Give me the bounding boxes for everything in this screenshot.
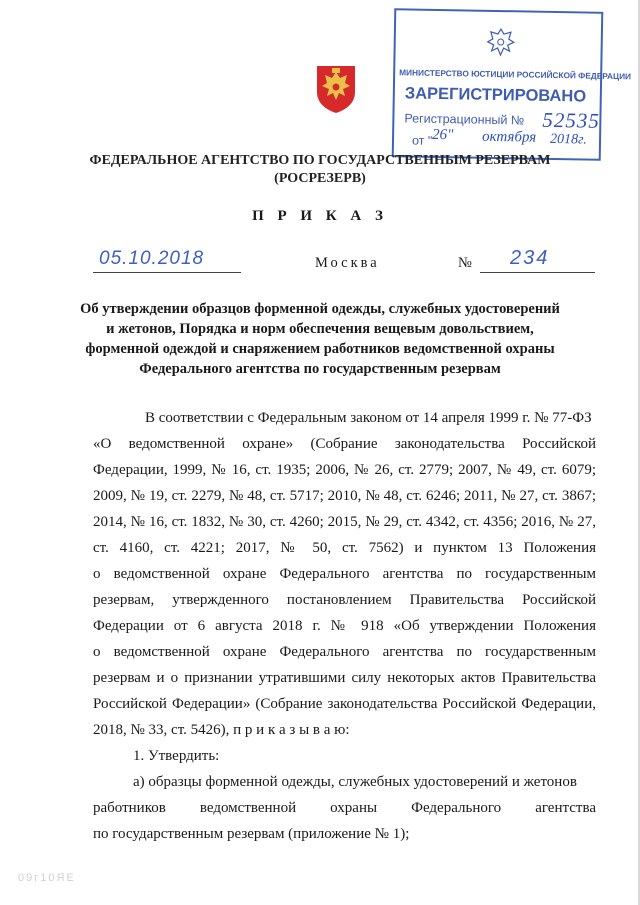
registration-stamp [392,8,632,161]
stamp-eagle-icon [484,26,517,59]
body-line: «О ведомственной охране» (Собрание законодательства Российской [93,436,596,452]
stamp-date-year: 2018г. [549,131,587,148]
body-line: по государственным резервам (приложение № 1); [93,826,410,842]
scan-faint-mark: 09г10ЯЕ [18,872,76,884]
body-line: о ведомственной охране Федерального агентства по государственным [93,644,596,660]
body-line: работников ведомственной охраны Федерального агентства [93,800,596,816]
order-date-field [93,250,241,273]
body-line: а) образцы форменной одежды, служебных удостоверений и жетонов [133,774,577,790]
stamp-date-prefix: от " [411,133,433,148]
order-number-sign: № [458,255,472,271]
body-line: Федерации, 1999, № 16, ст. 1935; 2006, № 26, ст. 2779; 2007, № 49, ст. 6079; [93,462,596,478]
body-line: 1. Утвердить: [133,748,220,764]
order-title: П Р И К А З [252,208,388,224]
body-line: 2014, № 16, ст. 1832, № 30, ст. 4260; 2015, № 29, ст. 4342, ст. 4356; 2016, № 27, [93,514,596,530]
order-date: 05.10.2018 [99,248,205,269]
stamp-date-month: октября [481,128,537,146]
body-line: 2009, № 19, ст. 2279, № 48, ст. 5717; 2010, № 48, ст. 6246; 2011, № 27, ст. 3867; [93,488,596,504]
subject-line: форменной одеждой и снаряжением работников ведомственной охраны [85,341,555,357]
body-line: резервам, утвержденного постановлением Правительства Российской [93,592,596,608]
agency-name: ФЕДЕРАЛЬНОЕ АГЕНТСТВО ПО ГОСУДАРСТВЕННЫМ РЕЗЕРВАМ [89,153,551,168]
stamp-reg-number: 52535 [542,107,601,133]
order-number: 234 [510,247,550,269]
order-number-field [480,247,595,273]
body-line: о ведомственной охране Федерального агентства по государственным [93,566,596,582]
body-line: ст. 4160, ст. 4221; 2017, № 50, ст. 7562) и пунктом 13 Положения [93,540,596,556]
order-city: Москва [315,255,380,271]
stamp-status: ЗАРЕГИСТРИРОВАНО [404,84,587,106]
coat-of-arms-icon [313,62,359,114]
body-line: В соответствии с Федеральным законом от 14 апреля 1999 г. № 77-ФЗ [145,410,592,426]
body-line: Федерации от 6 августа 2018 г. № 918 «Об утверждении Положения [93,618,596,634]
subject-line: Федерального агентства по государственным резервам [139,361,501,377]
body-line: резервам и о признании утратившими силу некоторых актов Правительства [93,670,596,686]
subject-line: и жетонов, Порядка и норм обеспечения вещевым довольствием, [106,321,534,337]
body-line: Российской Федерации» (Собрание законодательства Российской Федерации, [93,696,596,712]
agency-abbreviation: (РОСРЕЗЕРВ) [274,171,366,186]
stamp-date-day: 26" [431,126,454,144]
stamp-reg-label: Регистрационный № [404,111,525,128]
body-line: 2018, № 33, ст. 5426), п р и к а з ы в а ю: [93,722,350,738]
subject-line: Об утверждении образцов форменной одежды, служебных удостоверений [80,301,560,317]
stamp-ministry: МИНИСТЕРСТВО ЮСТИЦИИ РОССИЙСКОЙ ФЕДЕРАЦИИ [399,67,632,82]
